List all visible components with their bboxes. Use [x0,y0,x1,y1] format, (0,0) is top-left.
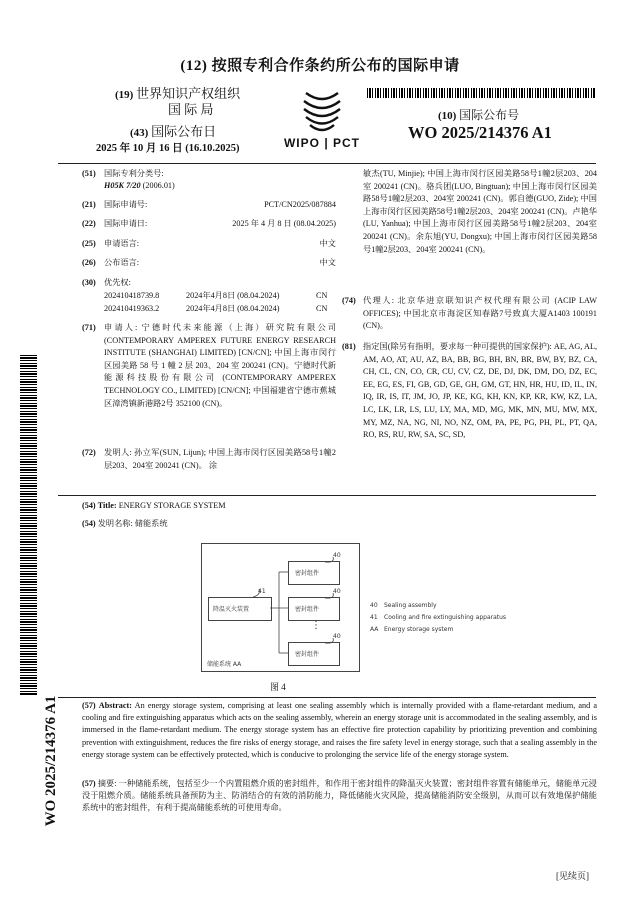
appdate-value: 2025 年 4 月 8 日 (08.04.2025) [232,219,336,228]
legend-key: AA [370,626,379,634]
abstract-en-label: Abstract: [98,701,132,710]
ipc-value-line [104,180,175,192]
agent-text: 代理人: 北京华进京联知识产权代理有限公司 (ACIP LAW OFFICES); 中国北京市海淀区知春路7号致真大厦A1403 100191 (CN)。 [363,296,597,331]
states-code: (81) [342,342,356,351]
org-code: (19) [115,89,134,101]
abstract-divider [58,697,596,698]
pubno-code: (10) [438,110,457,122]
priority-country: CN [316,304,328,313]
appno-label: 国际申请号: [104,200,148,209]
abstract-zh [82,778,597,815]
appno-code: (21) [82,200,96,209]
appdate-label: 国际申请日: [104,219,148,228]
org-subtitle: 国 际 局 [168,102,214,117]
figure-legend [370,600,506,637]
lang-label: 申请语言: [104,239,140,248]
side-barcode [20,355,37,695]
priority-row [104,303,336,315]
priority-number: 202410418739.8 [104,291,160,300]
sealing-assembly-label: 密封组件 [295,651,320,658]
pubdate-label-block [130,126,216,139]
priority-label: 优先权: [104,278,131,287]
title-zh: 储能系统 [134,519,168,528]
pubdate-code: (43) [130,127,149,139]
section-divider [58,495,596,496]
org-name: 世界知识产权组织 [136,86,241,101]
pubno-label: 国际公布号 [459,108,520,122]
lang-code: (25) [82,239,96,248]
ipc-code: (51) [82,169,96,178]
side-publication-number: WO 2025/214376 A1 [43,695,59,827]
priority-code: (30) [82,278,96,287]
lang-value: 中文 [319,239,336,248]
org-block [115,88,240,101]
title-zh-code: (54) [82,519,96,528]
applicant-text: 申请人: 宁德时代未来能源（上海）研究院有限公司(CONTEMPORARY AMPEREX FUTURE ENERGY RESEARCH INSTITUTE (SHANGHAI) LIMITED) [CN/CN]; 中国上海市闵行区园美路 58 号 1 幢 2 层 203、204 室 200241 (CN)。宁德时代新能源科技股份有限公司 (CONTEMPORARY AMPEREX TECHNOLOGY CO., LIMITED) [CN/CN]; 中国福建省宁德市蕉城区漳湾镇新港路2号 352100 (CN)。 [104,323,336,408]
agent-code: (74) [342,296,356,305]
header-divider [58,163,596,164]
label-40: 40 [333,633,341,640]
publang-label: 公布语言: [104,258,140,267]
ipc-value: H05K 7/20 [104,181,141,190]
priority-date: 2024年4月8日 (08.04.2024) [186,304,280,313]
appno-value: PCT/CN2025/087884 [264,200,336,209]
priority-country: CN [316,291,328,300]
title-en-label: Title: [97,501,117,510]
abstract-zh-label: 摘要: [97,779,117,788]
fire-apparatus-label: 降温灭火装置 [213,606,250,613]
sealing-assembly-label: 密封组件 [295,570,320,577]
publang-code: (26) [82,258,96,267]
abstract-en-code: (57) [82,701,96,710]
label-40: 40 [333,588,341,595]
designated-states-text: 指定国(除另有指明，要求每一种可提供的国家保护): AE, AG, AL, AM, AO, AT, AU, AZ, BA, BB, BG, BH, BN, BR, BW, BY, BZ, CA, CH, CL, CN, CO, CR, CU, CV, CZ, DE, DJ, DK, DM, DO, DZ, EC, EE, EG, ES, FI, GB, GD, GE, GH, GM, GT, HN, HR, HU, ID, IL, IN, IQ, IR, IS, IT, JM, JO, JP, KE, KG, KH, KN, KP, KR, KW, KZ, LA, LC, LK, LR, LS, LU, LY, MA, MD, MG, MK, MN, MU, MW, MX, MY, MZ, NA, NG, NI, NO, NZ, OM, PA, PE, PG, PH, PL, PT, QA, RO, RS, RU, RW, SA, SC, SD, [363,342,597,440]
label-40: 40 [333,552,341,559]
title-en-code: (54) [82,501,96,510]
legend-key: 40 [370,602,378,609]
pubdate-label: 国际公布日 [151,124,217,139]
document-title: (12) 按照专利合作条约所公布的国际申请 [180,58,460,74]
legend-text: Cooling and fire extinguishing apparatus [384,614,507,622]
inventor-text: 发明人: 孙立军(SUN, Lijun); 中国上海市闵行区园美路58号1幢2层203、204室 200241 (CN)。 涂 [104,448,336,470]
sealing-assembly-label: 密封组件 [295,606,320,613]
legend-text: Energy storage system [384,626,454,634]
wipo-logo [272,85,372,157]
publication-number: WO 2025/214376 A1 [408,123,552,142]
priority-row [104,290,336,302]
pubdate-value: 2025 年 10 月 16 日 (16.10.2025) [96,143,240,154]
title-en: ENERGY STORAGE SYSTEM [118,501,226,510]
abstract-en-text: An energy storage system, comprising at least one sealing assembly which is internally provided with a flame-retardant medium, and a cooling and fire extinguishing apparatus which acts on the sealing assembly, wherein an energy storage unit is accommodated in the sealing assembly, and is immersed in the flame-retardant medium. The energy storage system has an effective fire protection capability by prioritizing prevention and combining prevention with extinguishment, reduces the fire risks of energy storage, and raises the fire safety level in energy storage, such that a sealing assembly in the energy storage system can be effectively protected, which is conducive to prolonging the service life of the energy storage system. [82,701,597,759]
abstract-zh-text: 一种储能系统，包括至少一个内置阻燃介质的密封组件，和作用于密封组件的降温灭火装置；密封组件容置有储能单元，储能单元浸没于阻燃介质。储能系统具备预防为主、防消结合的有效的消防能力，降低储能火灾风险，提高储能消防安全级别，从而可以有效地保护储能系统中的密封组件，有利于提高储能系统的可使用寿命。 [82,779,597,813]
figure-caption: 图 4 [270,682,286,692]
pubno-label-block [438,109,519,122]
appdate-code: (22) [82,219,96,228]
inventor-code: (72) [82,448,96,457]
title-en-line [82,500,226,512]
ipc-label: 国际专利分类号: [104,169,164,178]
legend-key: 41 [370,614,378,622]
abstract-zh-code: (57) [82,779,96,788]
title-zh-line [82,518,168,530]
ipc-year: (2006.01) [142,181,175,190]
system-label: 储能系统 AA [207,661,242,668]
priority-number: 202410419363.2 [104,304,160,313]
title-zh-label: 发明名称: [97,519,133,528]
top-barcode [367,88,595,98]
label-41: 41 [258,588,266,595]
wipo-logo-text: WIPO | PCT [283,136,361,150]
priority-date: 2024年4月8日 (08.04.2024) [186,291,280,300]
publang-value: 中文 [319,258,336,267]
legend-text: Sealing assembly [384,602,437,609]
applicant-code: (71) [82,323,96,332]
inventor-continued: 敏杰(TU, Minjie); 中国上海市闵行区园美路58号1幢2层203、204室 200241 (CN)。骆兵团(LUO, Bingtuan); 中国上海市闵行区园美路58号1幢2层203、204室 200241 (CN)。郭自德(GUO, Zide); 中国上海市闵行区园美路58号1幢2层203、204室 200241 (CN)。卢艳华(LU, Yanhua); 中国上海市闵行区园美路58号1幢2层203、204室 200241 (CN)。余东旭(YU, Dongxu); 中国上海市闵行区园美路58号1幢2层203、204室 200241 (CN)。 [363,169,597,254]
more-dots: ⋮ [311,620,321,631]
abstract-en [82,700,597,761]
continued-note: [见续页] [556,871,589,881]
